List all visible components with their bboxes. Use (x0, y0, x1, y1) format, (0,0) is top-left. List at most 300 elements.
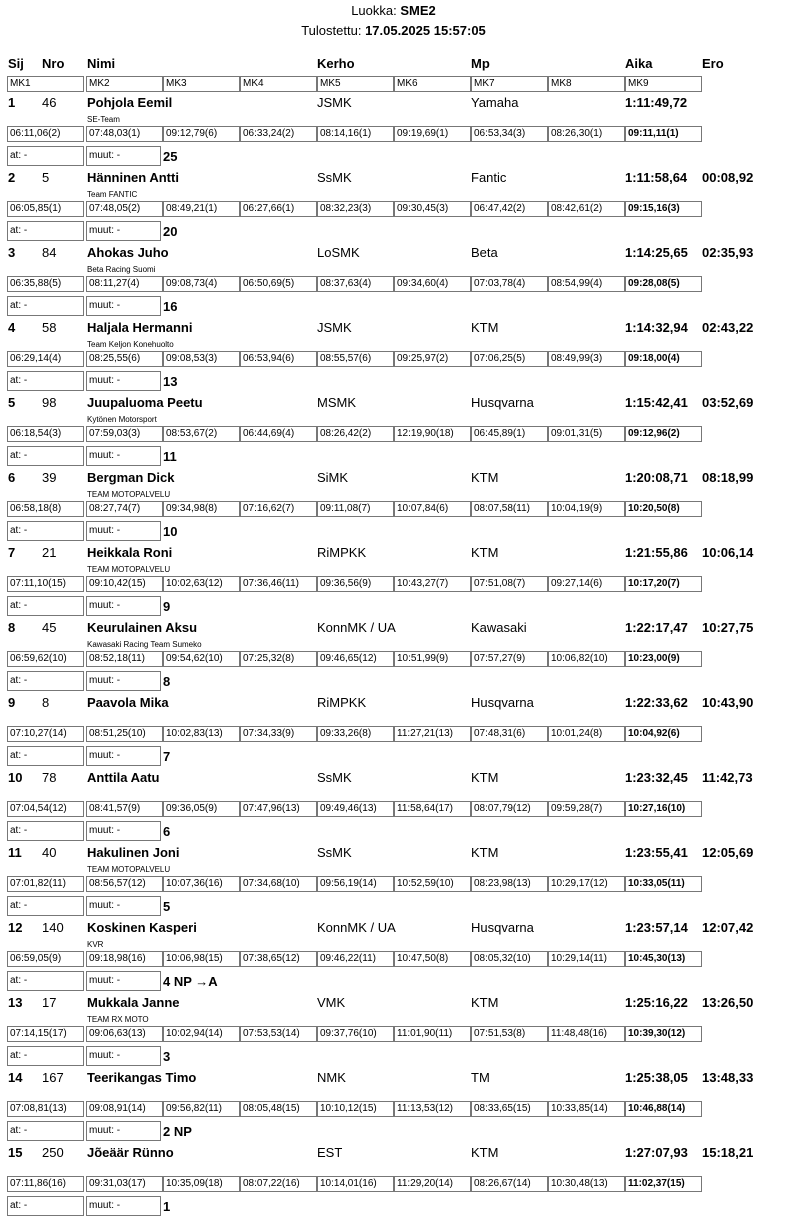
class-value: SME2 (400, 3, 436, 18)
stage-time-mk8: 09:27,14(6) (548, 576, 625, 592)
muut-field: muut: - (86, 446, 161, 466)
rider-name: Juupaluoma Peetu (87, 395, 203, 410)
stage-time-mk2: 09:08,91(14) (86, 1101, 163, 1117)
points-cell: 2 NP (163, 1124, 192, 1139)
bike-cell: KTM (471, 845, 499, 860)
bike-cell: KTM (471, 995, 499, 1010)
col-header-nro: Nro (42, 56, 65, 71)
gap-cell: 03:52,69 (702, 395, 754, 410)
gap-cell: 10:27,75 (702, 620, 754, 635)
stage-time-mk7: 08:26,67(14) (471, 1176, 548, 1192)
bike-cell: Yamaha (471, 95, 519, 110)
muut-field: muut: - (86, 521, 161, 541)
rider-name: Haljala Hermanni (87, 320, 193, 335)
stage-time-mk6: 11:01,90(11) (394, 1026, 471, 1042)
position-cell: 5 (8, 395, 16, 410)
position-cell: 12 (8, 920, 23, 935)
gap-cell: 10:06,14 (702, 545, 754, 560)
points-cell: 13 (163, 374, 178, 389)
team-name: KVR (87, 940, 104, 949)
stage-time-mk7: 08:05,32(10) (471, 951, 548, 967)
stage-time-mk4: 07:34,33(9) (240, 726, 317, 742)
stage-time-mk2: 07:48,03(1) (86, 126, 163, 142)
position-cell: 7 (8, 545, 16, 560)
stage-time-mk7: 06:53,34(3) (471, 126, 548, 142)
number-cell: 84 (42, 245, 57, 260)
bike-cell: Husqvarna (471, 695, 534, 710)
stage-time-mk2: 09:06,63(13) (86, 1026, 163, 1042)
club-cell: JSMK (317, 320, 352, 335)
number-cell: 140 (42, 920, 64, 935)
total-time: 1:21:55,86 (625, 545, 688, 560)
bike-cell: Fantic (471, 170, 507, 185)
total-time: 1:23:55,41 (625, 845, 688, 860)
gap-cell: 10:43,90 (702, 695, 754, 710)
stage-time-mk1: 06:58,18(8) (7, 501, 84, 517)
stage-time-mk3: 10:02,94(14) (163, 1026, 240, 1042)
at-field: at: - (7, 1121, 84, 1141)
total-time: 1:22:17,47 (625, 620, 688, 635)
stage-time-mk3: 09:12,79(6) (163, 126, 240, 142)
muut-field: muut: - (86, 821, 161, 841)
stage-time-mk3: 09:08,73(4) (163, 276, 240, 292)
stage-time-mk7: 08:07,79(12) (471, 801, 548, 817)
position-cell: 6 (8, 470, 16, 485)
stage-time-mk3: 10:06,98(15) (163, 951, 240, 967)
position-cell: 4 (8, 320, 16, 335)
stage-time-mk5: 10:10,12(15) (317, 1101, 394, 1117)
stage-time-mk5: 09:11,08(7) (317, 501, 394, 517)
gap-cell: 08:18,99 (702, 470, 754, 485)
stage-time-mk1: 06:35,88(5) (7, 276, 84, 292)
stage-time-mk6: 12:19,90(18) (394, 426, 471, 442)
position-cell: 3 (8, 245, 16, 260)
points-cell: 10 (163, 524, 178, 539)
gap-cell: 00:08,92 (702, 170, 754, 185)
stage-time-mk6: 11:58,64(17) (394, 801, 471, 817)
stage-time-mk4: 07:16,62(7) (240, 501, 317, 517)
total-time: 1:23:57,14 (625, 920, 688, 935)
total-time: 1:11:58,64 (625, 170, 688, 185)
club-cell: KonnMK / UA (317, 920, 396, 935)
at-field: at: - (7, 446, 84, 466)
points-cell: 4 NP →A (163, 974, 218, 989)
stage-time-mk4: 07:53,53(14) (240, 1026, 317, 1042)
stage-time-mk3: 10:07,36(16) (163, 876, 240, 892)
stage-time-mk2: 08:25,55(6) (86, 351, 163, 367)
stage-time-mk4: 06:53,94(6) (240, 351, 317, 367)
stage-header-3: MK3 (163, 76, 240, 92)
total-time: 1:25:38,05 (625, 1070, 688, 1085)
at-field: at: - (7, 521, 84, 541)
stage-time-mk6: 09:30,45(3) (394, 201, 471, 217)
rider-name: Hänninen Antti (87, 170, 179, 185)
stage-time-mk8: 08:42,61(2) (548, 201, 625, 217)
rider-name: Pohjola Eemil (87, 95, 173, 110)
rider-name: Koskinen Kasperi (87, 920, 197, 935)
stage-time-mk3: 09:34,98(8) (163, 501, 240, 517)
bike-cell: Husqvarna (471, 920, 534, 935)
stage-time-mk8: 11:48,48(16) (548, 1026, 625, 1042)
position-cell: 13 (8, 995, 23, 1010)
points-cell: 7 (163, 749, 171, 764)
club-cell: KonnMK / UA (317, 620, 396, 635)
club-cell: JSMK (317, 95, 352, 110)
bike-cell: KTM (471, 770, 499, 785)
stage-header-7: MK7 (471, 76, 548, 92)
club-cell: RiMPKK (317, 545, 367, 560)
stage-time-mk3: 08:49,21(1) (163, 201, 240, 217)
stage-time-mk4: 06:27,66(1) (240, 201, 317, 217)
stage-time-mk7: 07:51,08(7) (471, 576, 548, 592)
stage-time-mk2: 08:56,57(12) (86, 876, 163, 892)
stage-time-mk6: 09:25,97(2) (394, 351, 471, 367)
position-cell: 14 (8, 1070, 23, 1085)
stage-header-9: MK9 (625, 76, 702, 92)
team-name: Kytönen Motorsport (87, 415, 157, 424)
stage-time-mk5: 08:55,57(6) (317, 351, 394, 367)
stage-time-mk4: 08:07,22(16) (240, 1176, 317, 1192)
stage-time-mk8: 10:33,85(14) (548, 1101, 625, 1117)
stage-time-mk5: 08:26,42(2) (317, 426, 394, 442)
team-name: Team FANTIC (87, 190, 138, 199)
stage-time-mk9: 10:46,88(14) (625, 1101, 702, 1117)
points-cell: 8 (163, 674, 171, 689)
col-header-nimi: Nimi (87, 56, 116, 71)
bike-cell: KTM (471, 320, 499, 335)
stage-time-mk5: 09:56,19(14) (317, 876, 394, 892)
rider-name: Teerikangas Timo (87, 1070, 197, 1085)
stage-time-mk4: 07:38,65(12) (240, 951, 317, 967)
stage-time-mk3: 10:35,09(18) (163, 1176, 240, 1192)
total-time: 1:27:07,93 (625, 1145, 688, 1160)
rider-name: Hakulinen Joni (87, 845, 180, 860)
stage-time-mk6: 11:13,53(12) (394, 1101, 471, 1117)
at-field: at: - (7, 1196, 84, 1216)
points-cell: 3 (163, 1049, 171, 1064)
rider-name: Mukkala Janne (87, 995, 180, 1010)
club-cell: MSMK (317, 395, 356, 410)
at-field: at: - (7, 146, 84, 166)
stage-time-mk1: 07:14,15(17) (7, 1026, 84, 1042)
stage-time-mk6: 09:19,69(1) (394, 126, 471, 142)
stage-time-mk7: 07:48,31(6) (471, 726, 548, 742)
stage-time-mk7: 08:33,65(15) (471, 1101, 548, 1117)
total-time: 1:14:25,65 (625, 245, 688, 260)
stage-time-mk6: 11:27,21(13) (394, 726, 471, 742)
team-name: TEAM MOTOPALVELU (87, 565, 171, 574)
stage-time-mk3: 09:54,62(10) (163, 651, 240, 667)
stage-time-mk9: 10:39,30(12) (625, 1026, 702, 1042)
club-cell: SsMK (317, 170, 352, 185)
stage-time-mk7: 06:47,42(2) (471, 201, 548, 217)
at-field: at: - (7, 971, 84, 991)
muut-field: muut: - (86, 1121, 161, 1141)
stage-time-mk9: 09:15,16(3) (625, 201, 702, 217)
team-name: Team Keljon Konehuolto (87, 340, 174, 349)
stage-time-mk7: 07:51,53(8) (471, 1026, 548, 1042)
stage-time-mk1: 06:29,14(4) (7, 351, 84, 367)
stage-header-6: MK6 (394, 76, 471, 92)
stage-time-mk8: 10:06,82(10) (548, 651, 625, 667)
stage-time-mk5: 08:32,23(3) (317, 201, 394, 217)
gap-cell: 11:42,73 (702, 770, 753, 785)
printed-label: Tulostettu: (301, 23, 362, 38)
stage-time-mk4: 07:34,68(10) (240, 876, 317, 892)
at-field: at: - (7, 221, 84, 241)
stage-time-mk1: 07:08,81(13) (7, 1101, 84, 1117)
stage-time-mk2: 08:52,18(11) (86, 651, 163, 667)
stage-time-mk4: 07:47,96(13) (240, 801, 317, 817)
stage-time-mk5: 09:46,22(11) (317, 951, 394, 967)
position-cell: 15 (8, 1145, 23, 1160)
stage-time-mk2: 09:31,03(17) (86, 1176, 163, 1192)
stage-time-mk5: 08:37,63(4) (317, 276, 394, 292)
gap-cell: 12:05,69 (702, 845, 754, 860)
total-time: 1:22:33,62 (625, 695, 688, 710)
stage-time-mk1: 06:59,05(9) (7, 951, 84, 967)
stage-time-mk3: 10:02,63(12) (163, 576, 240, 592)
number-cell: 5 (42, 170, 50, 185)
team-name: Kawasaki Racing Team Sumeko (87, 640, 202, 649)
stage-time-mk4: 07:25,32(8) (240, 651, 317, 667)
club-cell: SiMK (317, 470, 349, 485)
rider-name: Paavola Mika (87, 695, 169, 710)
total-time: 1:14:32,94 (625, 320, 688, 335)
rider-name: Heikkala Roni (87, 545, 173, 560)
stage-time-mk5: 09:49,46(13) (317, 801, 394, 817)
number-cell: 21 (42, 545, 57, 560)
total-time: 1:11:49,72 (625, 95, 688, 110)
team-name: TEAM RX MOTO (87, 1015, 149, 1024)
stage-time-mk9: 10:23,00(9) (625, 651, 702, 667)
stage-time-mk1: 06:59,62(10) (7, 651, 84, 667)
club-cell: LoSMK (317, 245, 360, 260)
stage-time-mk2: 07:59,03(3) (86, 426, 163, 442)
stage-time-mk8: 10:04,19(9) (548, 501, 625, 517)
number-cell: 8 (42, 695, 50, 710)
at-field: at: - (7, 746, 84, 766)
rider-name: Ahokas Juho (87, 245, 169, 260)
stage-time-mk5: 09:33,26(8) (317, 726, 394, 742)
club-cell: SsMK (317, 845, 352, 860)
stage-time-mk7: 07:03,78(4) (471, 276, 548, 292)
team-name: TEAM MOTOPALVELU (87, 490, 171, 499)
team-name: TEAM MOTOPALVELU (87, 865, 171, 874)
muut-field: muut: - (86, 671, 161, 691)
number-cell: 58 (42, 320, 57, 335)
class-label: Luokka: (351, 3, 397, 18)
printed-value: 17.05.2025 15:57:05 (365, 23, 486, 38)
stage-time-mk5: 08:14,16(1) (317, 126, 394, 142)
stage-time-mk9: 11:02,37(15) (625, 1176, 702, 1192)
stage-time-mk6: 10:51,99(9) (394, 651, 471, 667)
rider-name: Jõeäär Rünno (87, 1145, 174, 1160)
stage-time-mk9: 09:18,00(4) (625, 351, 702, 367)
stage-time-mk8: 09:01,31(5) (548, 426, 625, 442)
stage-time-mk5: 09:36,56(9) (317, 576, 394, 592)
gap-cell: 15:18,21 (702, 1145, 754, 1160)
col-header-ero: Ero (702, 56, 724, 71)
bike-cell: Kawasaki (471, 620, 527, 635)
position-cell: 11 (8, 845, 22, 860)
class-line (0, 3, 787, 18)
bike-cell: TM (471, 1070, 490, 1085)
muut-field: muut: - (86, 1196, 161, 1216)
stage-time-mk1: 07:01,82(11) (7, 876, 84, 892)
stage-time-mk8: 08:26,30(1) (548, 126, 625, 142)
muut-field: muut: - (86, 1046, 161, 1066)
stage-time-mk1: 07:04,54(12) (7, 801, 84, 817)
position-cell: 1 (8, 95, 16, 110)
rider-name: Anttila Aatu (87, 770, 160, 785)
stage-time-mk7: 07:06,25(5) (471, 351, 548, 367)
stage-time-mk8: 10:30,48(13) (548, 1176, 625, 1192)
stage-time-mk9: 09:12,96(2) (625, 426, 702, 442)
total-time: 1:15:42,41 (625, 395, 688, 410)
at-field: at: - (7, 296, 84, 316)
stage-time-mk6: 10:52,59(10) (394, 876, 471, 892)
stage-time-mk2: 08:27,74(7) (86, 501, 163, 517)
points-cell: 25 (163, 149, 178, 164)
col-header-aika: Aika (625, 56, 653, 71)
stage-time-mk6: 10:07,84(6) (394, 501, 471, 517)
number-cell: 46 (42, 95, 57, 110)
stage-time-mk1: 06:11,06(2) (7, 126, 84, 142)
stage-time-mk4: 06:44,69(4) (240, 426, 317, 442)
stage-time-mk6: 09:34,60(4) (394, 276, 471, 292)
col-header-sij: Sij (8, 56, 24, 71)
gap-cell: 12:07,42 (702, 920, 754, 935)
stage-time-mk6: 10:43,27(7) (394, 576, 471, 592)
stage-time-mk4: 07:36,46(11) (240, 576, 317, 592)
col-header-mp: Mp (471, 56, 490, 71)
stage-time-mk3: 09:36,05(9) (163, 801, 240, 817)
muut-field: muut: - (86, 746, 161, 766)
stage-time-mk5: 09:46,65(12) (317, 651, 394, 667)
stage-header-2: MK2 (86, 76, 163, 92)
club-cell: NMK (317, 1070, 346, 1085)
stage-time-mk5: 10:14,01(16) (317, 1176, 394, 1192)
total-time: 1:20:08,71 (625, 470, 688, 485)
stage-time-mk6: 11:29,20(14) (394, 1176, 471, 1192)
stage-time-mk9: 10:33,05(11) (625, 876, 702, 892)
points-cell: 20 (163, 224, 178, 239)
position-cell: 10 (8, 770, 23, 785)
points-cell: 11 (163, 449, 177, 464)
stage-time-mk1: 07:11,86(16) (7, 1176, 84, 1192)
bike-cell: KTM (471, 470, 499, 485)
gap-cell: 13:26,50 (702, 995, 754, 1010)
stage-time-mk5: 09:37,76(10) (317, 1026, 394, 1042)
number-cell: 40 (42, 845, 57, 860)
bike-cell: Husqvarna (471, 395, 534, 410)
stage-time-mk8: 08:49,99(3) (548, 351, 625, 367)
position-cell: 2 (8, 170, 16, 185)
stage-time-mk4: 08:05,48(15) (240, 1101, 317, 1117)
rider-name: Keurulainen Aksu (87, 620, 198, 635)
club-cell: SsMK (317, 770, 352, 785)
bike-cell: KTM (471, 1145, 499, 1160)
stage-time-mk8: 08:54,99(4) (548, 276, 625, 292)
stage-time-mk8: 10:29,14(11) (548, 951, 625, 967)
points-cell: 9 (163, 599, 171, 614)
muut-field: muut: - (86, 371, 161, 391)
number-cell: 45 (42, 620, 57, 635)
stage-time-mk2: 08:51,25(10) (86, 726, 163, 742)
at-field: at: - (7, 896, 84, 916)
number-cell: 39 (42, 470, 57, 485)
stage-time-mk3: 10:02,83(13) (163, 726, 240, 742)
stage-time-mk7: 07:57,27(9) (471, 651, 548, 667)
stage-time-mk2: 08:11,27(4) (86, 276, 163, 292)
muut-field: muut: - (86, 296, 161, 316)
stage-time-mk7: 06:45,89(1) (471, 426, 548, 442)
stage-time-mk9: 10:04,92(6) (625, 726, 702, 742)
points-cell: 16 (163, 299, 178, 314)
stage-time-mk4: 06:50,69(5) (240, 276, 317, 292)
stage-time-mk9: 10:27,16(10) (625, 801, 702, 817)
stage-time-mk1: 06:05,85(1) (7, 201, 84, 217)
team-name: SE-Team (87, 115, 120, 124)
stage-time-mk1: 06:18,54(3) (7, 426, 84, 442)
stage-time-mk6: 10:47,50(8) (394, 951, 471, 967)
number-cell: 98 (42, 395, 57, 410)
total-time: 1:23:32,45 (625, 770, 688, 785)
bike-cell: Beta (471, 245, 498, 260)
number-cell: 250 (42, 1145, 64, 1160)
rider-name: Bergman Dick (87, 470, 175, 485)
points-cell: 1 (163, 1199, 171, 1214)
muut-field: muut: - (86, 146, 161, 166)
stage-time-mk7: 08:07,58(11) (471, 501, 548, 517)
muut-field: muut: - (86, 896, 161, 916)
position-cell: 8 (8, 620, 16, 635)
stage-time-mk9: 10:45,30(13) (625, 951, 702, 967)
stage-time-mk7: 08:23,98(13) (471, 876, 548, 892)
stage-time-mk2: 09:10,42(15) (86, 576, 163, 592)
muut-field: muut: - (86, 971, 161, 991)
stage-header-8: MK8 (548, 76, 625, 92)
stage-time-mk3: 09:08,53(3) (163, 351, 240, 367)
stage-time-mk8: 10:29,17(12) (548, 876, 625, 892)
team-name: Beta Racing Suomi (87, 265, 156, 274)
points-cell: 5 (163, 899, 171, 914)
at-field: at: - (7, 671, 84, 691)
number-cell: 17 (42, 995, 57, 1010)
points-cell: 6 (163, 824, 171, 839)
stage-time-mk2: 09:18,98(16) (86, 951, 163, 967)
stage-time-mk4: 06:33,24(2) (240, 126, 317, 142)
stage-time-mk2: 08:41,57(9) (86, 801, 163, 817)
muut-field: muut: - (86, 221, 161, 241)
stage-time-mk8: 09:59,28(7) (548, 801, 625, 817)
col-header-kerho: Kerho (317, 56, 355, 71)
muut-field: muut: - (86, 596, 161, 616)
bike-cell: KTM (471, 545, 499, 560)
club-cell: RiMPKK (317, 695, 367, 710)
at-field: at: - (7, 1046, 84, 1066)
stage-time-mk1: 07:11,10(15) (7, 576, 84, 592)
gap-cell: 02:43,22 (702, 320, 754, 335)
stage-header-1: MK1 (7, 76, 84, 92)
stage-time-mk9: 09:11,11(1) (625, 126, 702, 142)
stage-time-mk8: 10:01,24(8) (548, 726, 625, 742)
stage-time-mk2: 07:48,05(2) (86, 201, 163, 217)
gap-cell: 13:48,33 (702, 1070, 754, 1085)
stage-time-mk3: 08:53,67(2) (163, 426, 240, 442)
club-cell: EST (317, 1145, 343, 1160)
